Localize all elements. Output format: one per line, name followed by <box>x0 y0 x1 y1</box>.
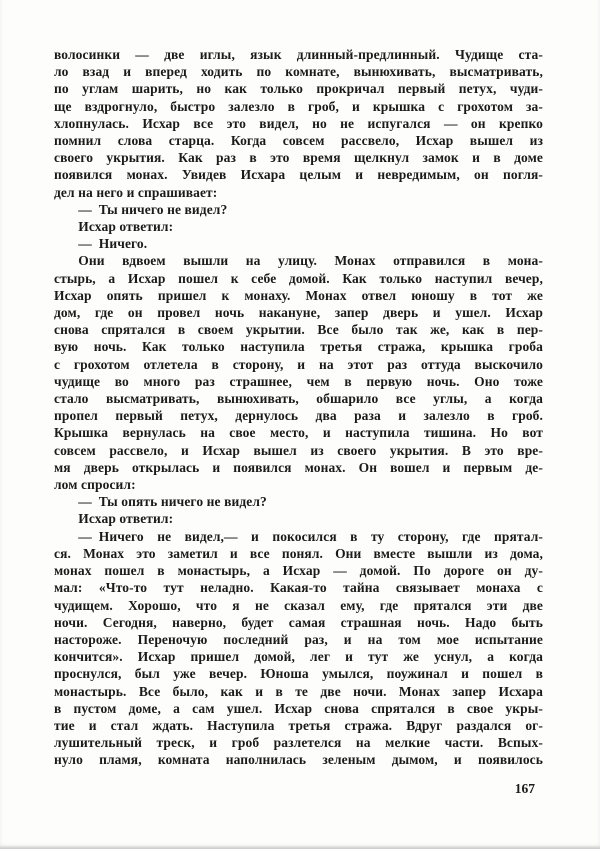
text-line-30: ся. Монах это заметил и все понял. Они вместе вышли из дома, <box>54 545 543 561</box>
text-line-17: снова спрятался в своем укрытии. Все было так же, как в пер- <box>54 322 543 338</box>
text-line-20: чудище во много раз страшнее, чем в первую ночь. Оно тоже <box>54 373 543 389</box>
text-line-29: — Ничего не видел,— и покосился в ту сторону, где прятал- <box>78 528 543 544</box>
text-line-41: лушительный треск, и гроб разлетелся на мелкие части. Вспых- <box>54 735 543 751</box>
text-line-36: кончится». Исхар пришел домой, лег и тут же уснул, а когда <box>54 649 543 665</box>
text-line-7: своего укрытия. Как раз в это время щелкнул замок и в доме <box>54 150 543 166</box>
text-line-42: нуло пламя, комната наполнилась зеленым дымом, и появилось <box>54 752 543 768</box>
text-line-21: стало высматривать, вынюхивать, обшарило все углы, а когда <box>54 391 543 407</box>
text-line-13: Они вдвоем вышли на улицу. Монах отправился в мона- <box>78 253 543 269</box>
text-line-35: настороже. Переночую последний раз, и на том мое испытание <box>54 631 543 647</box>
text-line-9: дел на него и спрашивает: <box>54 184 218 200</box>
text-line-25: мя дверь открылась и появился монах. Он вошел и первым де- <box>54 459 543 475</box>
text-line-26: лом спросил: <box>54 477 136 493</box>
text-line-1: волосинки — две иглы, язык длинный-предлинный. Чудище ста- <box>54 47 543 62</box>
text-line-14: стырь, а Исхар пошел к себе домой. Как только наступил вечер, <box>54 270 543 286</box>
text-line-2: ло взад и вперед ходить по комнате, вынюхивать, высматривать, <box>54 64 543 80</box>
page-number: 167 <box>514 781 535 796</box>
text-line-16: дом, где он провел ночь накануне, запер дверь и ушел. Исхар <box>54 305 543 321</box>
text-line-39: в пустом доме, а сам ушел. Исхар снова спрятался в свое укры- <box>54 700 543 716</box>
text-line-11: Исхар ответил: <box>78 219 174 235</box>
text-line-15: Исхар опять пришел к монаху. Монах отвел юношу в тот же <box>54 287 543 303</box>
page-text <box>54 46 543 769</box>
text-line-33: чудищем. Хорошо, что я не сказал ему, где прятался эти две <box>54 597 543 613</box>
text-line-37: проснулся, был уже вечер. Юноша умылся, поужинал и пошел в <box>54 666 543 682</box>
text-line-22: пропел первый петух, дернулось два раза и залезло в гроб. <box>54 408 543 424</box>
text-line-5: хлопнулась. Исхар все это видел, но не испугался — он крепко <box>54 115 543 131</box>
text-line-34: ночи. Сегодня, наверно, будет самая страшная ночь. Надо быть <box>54 614 543 630</box>
text-line-32: мал: «Что-то тут неладно. Какая-то тайна связывает монаха с <box>54 580 543 596</box>
text-line-23: Крышка вернулась на свое место, и наступила тишина. Но вот <box>54 425 543 441</box>
text-line-19: с грохотом отлетела в сторону, и на этот раз оттуда выскочило <box>54 356 543 372</box>
text-line-31: монах пошел в монастырь, а Исхар — домой. По дороге он ду- <box>54 563 543 579</box>
text-line-3: по углам шарить, но как только прокричал первый петух, чуди- <box>54 81 543 97</box>
text-line-6: помнил слова старца. Когда совсем рассвело, Исхар вышел из <box>54 133 543 149</box>
text-line-12: — Ничего. <box>78 236 148 252</box>
text-line-28: Исхар ответил: <box>78 511 174 527</box>
text-line-18: вую ночь. Как только наступила третья стража, крышка гроба <box>54 339 543 355</box>
text-line-8: появился монах. Увидев Исхара целым и невредимым, он погля- <box>54 167 543 183</box>
scan-edge <box>0 845 600 849</box>
text-line-10: — Ты ничего не видел? <box>78 201 228 217</box>
text-line-4: ще вздрогнуло, быстро залезло в гроб, и крышка с грохотом за- <box>54 98 543 114</box>
text-line-40: тие и стал ждать. Наступила третья стража. Вдруг раздался ог- <box>54 717 543 733</box>
text-line-24: совсем рассвело, и Исхар вышел из своего укрытия. В это вре- <box>54 442 543 458</box>
text-line-38: монастырь. Все было, как и в те две ночи. Монах запер Исхара <box>54 683 543 699</box>
text-line-27: — Ты опять ничего не видел? <box>78 494 267 510</box>
